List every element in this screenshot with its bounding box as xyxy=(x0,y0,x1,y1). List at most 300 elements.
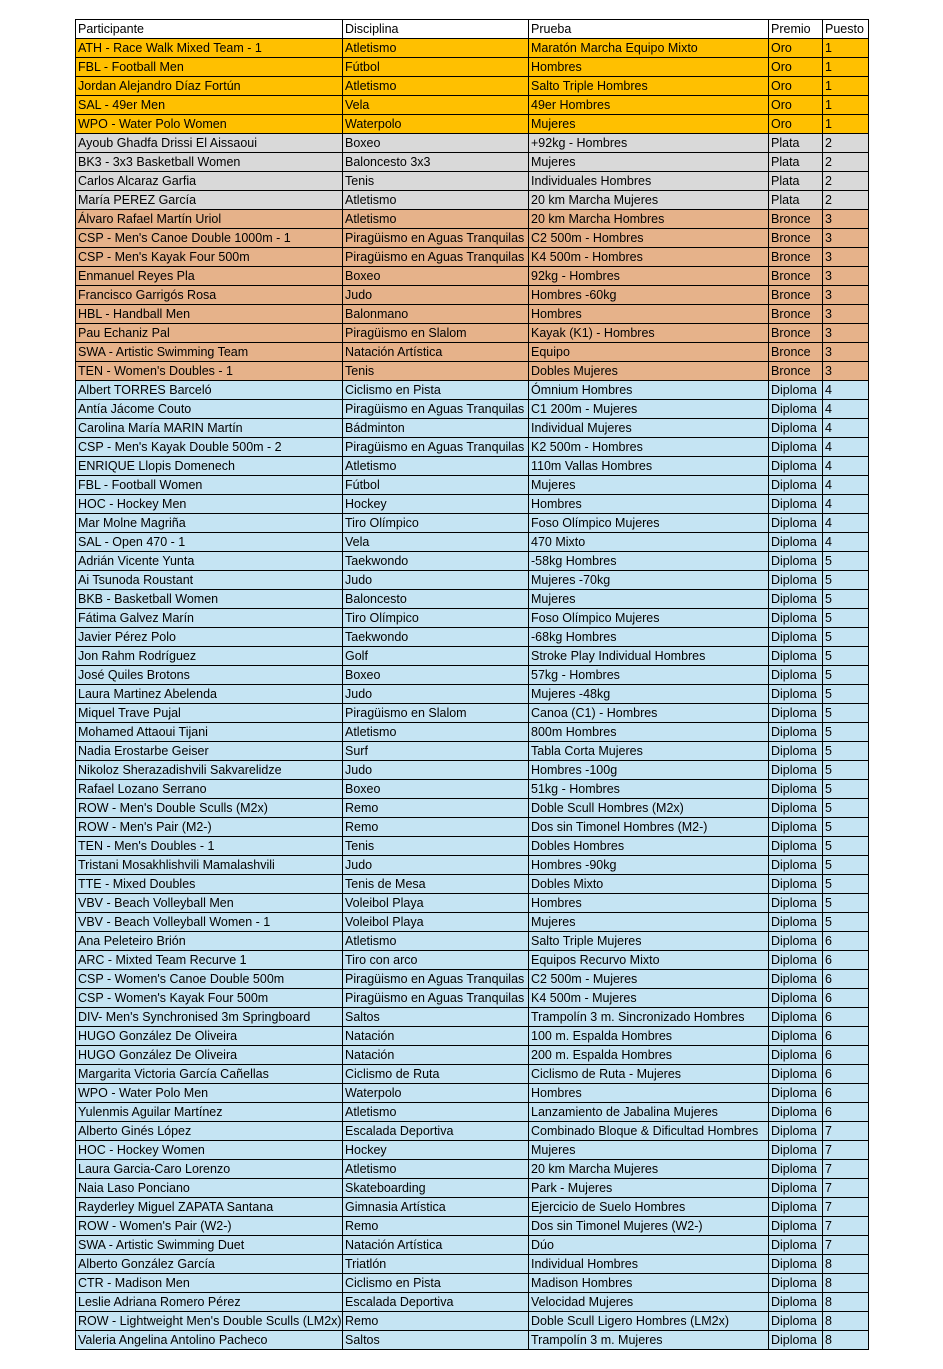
disciplina-cell[interactable]: Natación xyxy=(343,1027,529,1046)
prueba-cell[interactable]: 49er Hombres xyxy=(529,96,769,115)
puesto-cell[interactable]: 4 xyxy=(823,457,869,476)
participante-cell[interactable]: WPO - Water Polo Women xyxy=(76,115,343,134)
participante-cell[interactable]: HOC - Hockey Women xyxy=(76,1141,343,1160)
participante-cell[interactable]: CSP - Women's Kayak Four 500m xyxy=(76,989,343,1008)
puesto-cell[interactable]: 3 xyxy=(823,267,869,286)
participante-cell[interactable]: Adrián Vicente Yunta xyxy=(76,552,343,571)
prueba-cell[interactable]: K2 500m - Hombres xyxy=(529,438,769,457)
prueba-cell[interactable]: Hombres -60kg xyxy=(529,286,769,305)
puesto-cell[interactable]: 2 xyxy=(823,134,869,153)
prueba-cell[interactable]: Velocidad Mujeres xyxy=(529,1293,769,1312)
premio-cell[interactable]: Diploma xyxy=(769,1065,823,1084)
disciplina-cell[interactable]: Bádminton xyxy=(343,419,529,438)
puesto-cell[interactable]: 4 xyxy=(823,514,869,533)
prueba-cell[interactable]: Equipos Recurvo Mixto xyxy=(529,951,769,970)
puesto-cell[interactable]: 5 xyxy=(823,571,869,590)
participante-cell[interactable]: Alberto Ginés López xyxy=(76,1122,343,1141)
participante-cell[interactable]: Jon Rahm Rodríguez xyxy=(76,647,343,666)
prueba-cell[interactable]: Trampolín 3 m. Sincronizado Hombres xyxy=(529,1008,769,1027)
prueba-cell[interactable]: Equipo xyxy=(529,343,769,362)
premio-cell[interactable]: Bronce xyxy=(769,362,823,381)
puesto-cell[interactable]: 7 xyxy=(823,1141,869,1160)
premio-cell[interactable]: Diploma xyxy=(769,1008,823,1027)
puesto-cell[interactable]: 6 xyxy=(823,932,869,951)
prueba-cell[interactable]: Individuales Hombres xyxy=(529,172,769,191)
prueba-cell[interactable]: Mujeres xyxy=(529,1141,769,1160)
disciplina-cell[interactable]: Piragüismo en Slalom xyxy=(343,704,529,723)
disciplina-cell[interactable]: Natación Artística xyxy=(343,343,529,362)
prueba-cell[interactable]: Foso Olímpico Mujeres xyxy=(529,609,769,628)
disciplina-cell[interactable]: Atletismo xyxy=(343,191,529,210)
participante-cell[interactable]: CSP - Men's Canoe Double 1000m - 1 xyxy=(76,229,343,248)
premio-cell[interactable]: Diploma xyxy=(769,742,823,761)
participante-cell[interactable]: Yulenmis Aguilar Martínez xyxy=(76,1103,343,1122)
premio-cell[interactable]: Plata xyxy=(769,191,823,210)
puesto-cell[interactable]: 5 xyxy=(823,590,869,609)
disciplina-cell[interactable]: Judo xyxy=(343,571,529,590)
participante-cell[interactable]: Carlos Alcaraz Garfia xyxy=(76,172,343,191)
prueba-cell[interactable]: -58kg Hombres xyxy=(529,552,769,571)
premio-cell[interactable]: Diploma xyxy=(769,704,823,723)
participante-cell[interactable]: SWA - Artistic Swimming Team xyxy=(76,343,343,362)
disciplina-cell[interactable]: Piragüismo en Aguas Tranquilas xyxy=(343,229,529,248)
puesto-cell[interactable]: 1 xyxy=(823,96,869,115)
disciplina-cell[interactable]: Remo xyxy=(343,1312,529,1331)
disciplina-cell[interactable]: Voleibol Playa xyxy=(343,913,529,932)
prueba-cell[interactable]: Hombres xyxy=(529,58,769,77)
participante-cell[interactable]: BKB - Basketball Women xyxy=(76,590,343,609)
disciplina-cell[interactable]: Piragüismo en Aguas Tranquilas xyxy=(343,400,529,419)
prueba-cell[interactable]: Trampolín 3 m. Mujeres xyxy=(529,1331,769,1350)
disciplina-cell[interactable]: Atletismo xyxy=(343,1103,529,1122)
puesto-cell[interactable]: 1 xyxy=(823,58,869,77)
participante-cell[interactable]: Miquel Trave Pujal xyxy=(76,704,343,723)
premio-cell[interactable]: Diploma xyxy=(769,761,823,780)
premio-cell[interactable]: Diploma xyxy=(769,590,823,609)
puesto-cell[interactable]: 6 xyxy=(823,1027,869,1046)
participante-cell[interactable]: HUGO González De Oliveira xyxy=(76,1027,343,1046)
puesto-cell[interactable]: 5 xyxy=(823,647,869,666)
disciplina-cell[interactable]: Fútbol xyxy=(343,58,529,77)
puesto-cell[interactable]: 2 xyxy=(823,191,869,210)
participante-cell[interactable]: CSP - Men's Kayak Double 500m - 2 xyxy=(76,438,343,457)
participante-cell[interactable]: TTE - Mixed Doubles xyxy=(76,875,343,894)
participante-cell[interactable]: ROW - Women's Pair (W2-) xyxy=(76,1217,343,1236)
prueba-cell[interactable]: 20 km Marcha Hombres xyxy=(529,210,769,229)
premio-cell[interactable]: Diploma xyxy=(769,514,823,533)
puesto-cell[interactable]: 4 xyxy=(823,533,869,552)
prueba-cell[interactable]: Combinado Bloque & Dificultad Hombres xyxy=(529,1122,769,1141)
premio-cell[interactable]: Bronce xyxy=(769,305,823,324)
puesto-cell[interactable]: 5 xyxy=(823,875,869,894)
premio-cell[interactable]: Diploma xyxy=(769,932,823,951)
prueba-cell[interactable]: Ómnium Hombres xyxy=(529,381,769,400)
puesto-cell[interactable]: 5 xyxy=(823,628,869,647)
prueba-cell[interactable]: 470 Mixto xyxy=(529,533,769,552)
premio-cell[interactable]: Bronce xyxy=(769,286,823,305)
premio-cell[interactable]: Bronce xyxy=(769,210,823,229)
premio-cell[interactable]: Diploma xyxy=(769,1046,823,1065)
disciplina-cell[interactable]: Waterpolo xyxy=(343,1084,529,1103)
premio-cell[interactable]: Oro xyxy=(769,77,823,96)
disciplina-cell[interactable]: Piragüismo en Aguas Tranquilas xyxy=(343,248,529,267)
prueba-cell[interactable]: Doble Scull Hombres (M2x) xyxy=(529,799,769,818)
participante-cell[interactable]: Enmanuel Reyes Pla xyxy=(76,267,343,286)
participante-cell[interactable]: Mar Molne Magriña xyxy=(76,514,343,533)
puesto-cell[interactable]: 8 xyxy=(823,1312,869,1331)
premio-cell[interactable]: Diploma xyxy=(769,780,823,799)
premio-cell[interactable]: Diploma xyxy=(769,381,823,400)
prueba-cell[interactable]: -68kg Hombres xyxy=(529,628,769,647)
prueba-cell[interactable]: Mujeres xyxy=(529,153,769,172)
premio-cell[interactable]: Diploma xyxy=(769,894,823,913)
prueba-cell[interactable]: 20 km Marcha Mujeres xyxy=(529,191,769,210)
disciplina-cell[interactable]: Judo xyxy=(343,286,529,305)
disciplina-cell[interactable]: Golf xyxy=(343,647,529,666)
participante-cell[interactable]: Tristani Mosakhlishvili Mamalashvili xyxy=(76,856,343,875)
premio-cell[interactable]: Diploma xyxy=(769,1293,823,1312)
prueba-cell[interactable]: Hombres xyxy=(529,305,769,324)
prueba-cell[interactable]: Ejercicio de Suelo Hombres xyxy=(529,1198,769,1217)
premio-cell[interactable]: Diploma xyxy=(769,723,823,742)
disciplina-cell[interactable]: Natación Artística xyxy=(343,1236,529,1255)
disciplina-cell[interactable]: Atletismo xyxy=(343,77,529,96)
premio-cell[interactable]: Diploma xyxy=(769,837,823,856)
disciplina-cell[interactable]: Boxeo xyxy=(343,780,529,799)
premio-cell[interactable]: Plata xyxy=(769,172,823,191)
participante-cell[interactable]: ENRIQUE Llopis Domenech xyxy=(76,457,343,476)
prueba-cell[interactable]: Individual Mujeres xyxy=(529,419,769,438)
participante-cell[interactable]: Albert TORRES Barceló xyxy=(76,381,343,400)
prueba-cell[interactable]: Maratón Marcha Equipo Mixto xyxy=(529,39,769,58)
disciplina-cell[interactable]: Escalada Deportiva xyxy=(343,1122,529,1141)
premio-cell[interactable]: Diploma xyxy=(769,875,823,894)
disciplina-cell[interactable]: Taekwondo xyxy=(343,552,529,571)
puesto-cell[interactable]: 3 xyxy=(823,343,869,362)
premio-cell[interactable]: Diploma xyxy=(769,1179,823,1198)
premio-cell[interactable]: Diploma xyxy=(769,799,823,818)
participante-cell[interactable]: Francisco Garrigós Rosa xyxy=(76,286,343,305)
header-puesto[interactable]: Puesto xyxy=(823,20,869,39)
disciplina-cell[interactable]: Waterpolo xyxy=(343,115,529,134)
puesto-cell[interactable]: 3 xyxy=(823,305,869,324)
participante-cell[interactable]: Leslie Adriana Romero Pérez xyxy=(76,1293,343,1312)
premio-cell[interactable]: Bronce xyxy=(769,343,823,362)
participante-cell[interactable]: Javier Pérez Polo xyxy=(76,628,343,647)
disciplina-cell[interactable]: Tiro Olímpico xyxy=(343,514,529,533)
participante-cell[interactable]: Alberto González García xyxy=(76,1255,343,1274)
puesto-cell[interactable]: 7 xyxy=(823,1198,869,1217)
prueba-cell[interactable]: Stroke Play Individual Hombres xyxy=(529,647,769,666)
prueba-cell[interactable]: 100 m. Espalda Hombres xyxy=(529,1027,769,1046)
disciplina-cell[interactable]: Ciclismo de Ruta xyxy=(343,1065,529,1084)
participante-cell[interactable]: Ana Peleteiro Brión xyxy=(76,932,343,951)
disciplina-cell[interactable]: Ciclismo en Pista xyxy=(343,1274,529,1293)
puesto-cell[interactable]: 5 xyxy=(823,723,869,742)
premio-cell[interactable]: Diploma xyxy=(769,1255,823,1274)
disciplina-cell[interactable]: Piragüismo en Aguas Tranquilas xyxy=(343,438,529,457)
participante-cell[interactable]: SWA - Artistic Swimming Duet xyxy=(76,1236,343,1255)
premio-cell[interactable]: Diploma xyxy=(769,533,823,552)
prueba-cell[interactable]: Mujeres xyxy=(529,115,769,134)
puesto-cell[interactable]: 3 xyxy=(823,324,869,343)
disciplina-cell[interactable]: Remo xyxy=(343,1217,529,1236)
participante-cell[interactable]: Carolina María MARIN Martín xyxy=(76,419,343,438)
participante-cell[interactable]: ROW - Men's Pair (M2-) xyxy=(76,818,343,837)
participante-cell[interactable]: ARC - Mixted Team Recurve 1 xyxy=(76,951,343,970)
disciplina-cell[interactable]: Remo xyxy=(343,818,529,837)
premio-cell[interactable]: Diploma xyxy=(769,571,823,590)
disciplina-cell[interactable]: Atletismo xyxy=(343,1160,529,1179)
puesto-cell[interactable]: 2 xyxy=(823,172,869,191)
disciplina-cell[interactable]: Tenis xyxy=(343,172,529,191)
participante-cell[interactable]: Laura Garcia-Caro Lorenzo xyxy=(76,1160,343,1179)
participante-cell[interactable]: Mohamed Attaoui Tijani xyxy=(76,723,343,742)
prueba-cell[interactable]: Tabla Corta Mujeres xyxy=(529,742,769,761)
puesto-cell[interactable]: 6 xyxy=(823,1065,869,1084)
puesto-cell[interactable]: 6 xyxy=(823,1046,869,1065)
participante-cell[interactable]: María PEREZ García xyxy=(76,191,343,210)
disciplina-cell[interactable]: Voleibol Playa xyxy=(343,894,529,913)
participante-cell[interactable]: DIV- Men's Synchronised 3m Springboard xyxy=(76,1008,343,1027)
participante-cell[interactable]: HBL - Handball Men xyxy=(76,305,343,324)
prueba-cell[interactable]: Dobles Mujeres xyxy=(529,362,769,381)
prueba-cell[interactable]: Canoa (C1) - Hombres xyxy=(529,704,769,723)
header-participante[interactable]: Participante xyxy=(76,20,343,39)
prueba-cell[interactable]: Dúo xyxy=(529,1236,769,1255)
premio-cell[interactable]: Diploma xyxy=(769,856,823,875)
premio-cell[interactable]: Oro xyxy=(769,39,823,58)
disciplina-cell[interactable]: Taekwondo xyxy=(343,628,529,647)
participante-cell[interactable]: CTR - Madison Men xyxy=(76,1274,343,1293)
puesto-cell[interactable]: 5 xyxy=(823,913,869,932)
prueba-cell[interactable]: 110m Vallas Hombres xyxy=(529,457,769,476)
puesto-cell[interactable]: 1 xyxy=(823,39,869,58)
premio-cell[interactable]: Bronce xyxy=(769,324,823,343)
puesto-cell[interactable]: 6 xyxy=(823,951,869,970)
prueba-cell[interactable]: Salto Triple Mujeres xyxy=(529,932,769,951)
participante-cell[interactable]: VBV - Beach Volleyball Men xyxy=(76,894,343,913)
participante-cell[interactable]: ROW - Men's Double Sculls (M2x) xyxy=(76,799,343,818)
puesto-cell[interactable]: 6 xyxy=(823,970,869,989)
participante-cell[interactable]: Antía Jácome Couto xyxy=(76,400,343,419)
premio-cell[interactable]: Diploma xyxy=(769,685,823,704)
disciplina-cell[interactable]: Atletismo xyxy=(343,39,529,58)
premio-cell[interactable]: Diploma xyxy=(769,1236,823,1255)
participante-cell[interactable]: ATH - Race Walk Mixed Team - 1 xyxy=(76,39,343,58)
premio-cell[interactable]: Diploma xyxy=(769,400,823,419)
disciplina-cell[interactable]: Balonmano xyxy=(343,305,529,324)
puesto-cell[interactable]: 3 xyxy=(823,286,869,305)
premio-cell[interactable]: Diploma xyxy=(769,951,823,970)
premio-cell[interactable]: Diploma xyxy=(769,1084,823,1103)
header-disciplina[interactable]: Disciplina xyxy=(343,20,529,39)
premio-cell[interactable]: Diploma xyxy=(769,1122,823,1141)
prueba-cell[interactable]: Mujeres xyxy=(529,476,769,495)
puesto-cell[interactable]: 4 xyxy=(823,419,869,438)
disciplina-cell[interactable]: Escalada Deportiva xyxy=(343,1293,529,1312)
disciplina-cell[interactable]: Atletismo xyxy=(343,210,529,229)
participante-cell[interactable]: Pau Echaniz Pal xyxy=(76,324,343,343)
disciplina-cell[interactable]: Tenis de Mesa xyxy=(343,875,529,894)
premio-cell[interactable]: Oro xyxy=(769,96,823,115)
participante-cell[interactable]: Jordan Alejandro Díaz Fortún xyxy=(76,77,343,96)
disciplina-cell[interactable]: Boxeo xyxy=(343,267,529,286)
prueba-cell[interactable]: Mujeres xyxy=(529,913,769,932)
prueba-cell[interactable]: Hombres -90kg xyxy=(529,856,769,875)
prueba-cell[interactable]: 51kg - Hombres xyxy=(529,780,769,799)
prueba-cell[interactable]: Dos sin Timonel Mujeres (W2-) xyxy=(529,1217,769,1236)
participante-cell[interactable]: Naia Laso Ponciano xyxy=(76,1179,343,1198)
premio-cell[interactable]: Oro xyxy=(769,115,823,134)
prueba-cell[interactable]: K4 500m - Hombres xyxy=(529,248,769,267)
participante-cell[interactable]: Ayoub Ghadfa Drissi El Aissaoui xyxy=(76,134,343,153)
prueba-cell[interactable]: Hombres xyxy=(529,495,769,514)
participante-cell[interactable]: CSP - Men's Kayak Four 500m xyxy=(76,248,343,267)
puesto-cell[interactable]: 5 xyxy=(823,609,869,628)
disciplina-cell[interactable]: Piragüismo en Aguas Tranquilas xyxy=(343,970,529,989)
participante-cell[interactable]: CSP - Women's Canoe Double 500m xyxy=(76,970,343,989)
participante-cell[interactable]: Valeria Angelina Antolino Pacheco xyxy=(76,1331,343,1350)
participante-cell[interactable]: Rayderley Miguel ZAPATA Santana xyxy=(76,1198,343,1217)
puesto-cell[interactable]: 3 xyxy=(823,248,869,267)
disciplina-cell[interactable]: Skateboarding xyxy=(343,1179,529,1198)
prueba-cell[interactable]: Mujeres -70kg xyxy=(529,571,769,590)
participante-cell[interactable]: FBL - Football Men xyxy=(76,58,343,77)
disciplina-cell[interactable]: Piragüismo en Slalom xyxy=(343,324,529,343)
puesto-cell[interactable]: 4 xyxy=(823,476,869,495)
premio-cell[interactable]: Plata xyxy=(769,153,823,172)
participante-cell[interactable]: VBV - Beach Volleyball Women - 1 xyxy=(76,913,343,932)
puesto-cell[interactable]: 3 xyxy=(823,210,869,229)
prueba-cell[interactable]: C2 500m - Hombres xyxy=(529,229,769,248)
puesto-cell[interactable]: 5 xyxy=(823,761,869,780)
puesto-cell[interactable]: 2 xyxy=(823,153,869,172)
disciplina-cell[interactable]: Gimnasia Artística xyxy=(343,1198,529,1217)
prueba-cell[interactable]: Salto Triple Hombres xyxy=(529,77,769,96)
premio-cell[interactable]: Diploma xyxy=(769,647,823,666)
puesto-cell[interactable]: 8 xyxy=(823,1293,869,1312)
participante-cell[interactable]: Ai Tsunoda Roustant xyxy=(76,571,343,590)
puesto-cell[interactable]: 5 xyxy=(823,552,869,571)
disciplina-cell[interactable]: Baloncesto xyxy=(343,590,529,609)
premio-cell[interactable]: Diploma xyxy=(769,1331,823,1350)
participante-cell[interactable]: ROW - Lightweight Men's Double Sculls (LM2x) xyxy=(76,1312,343,1331)
puesto-cell[interactable]: 8 xyxy=(823,1255,869,1274)
participante-cell[interactable]: FBL - Football Women xyxy=(76,476,343,495)
puesto-cell[interactable]: 6 xyxy=(823,1008,869,1027)
disciplina-cell[interactable]: Tenis xyxy=(343,362,529,381)
puesto-cell[interactable]: 1 xyxy=(823,77,869,96)
participante-cell[interactable]: Laura Martinez Abelenda xyxy=(76,685,343,704)
disciplina-cell[interactable]: Boxeo xyxy=(343,666,529,685)
disciplina-cell[interactable]: Remo xyxy=(343,799,529,818)
disciplina-cell[interactable]: Saltos xyxy=(343,1331,529,1350)
disciplina-cell[interactable]: Triatlón xyxy=(343,1255,529,1274)
puesto-cell[interactable]: 6 xyxy=(823,1084,869,1103)
puesto-cell[interactable]: 4 xyxy=(823,438,869,457)
participante-cell[interactable]: Rafael Lozano Serrano xyxy=(76,780,343,799)
premio-cell[interactable]: Bronce xyxy=(769,229,823,248)
puesto-cell[interactable]: 4 xyxy=(823,400,869,419)
prueba-cell[interactable]: 200 m. Espalda Hombres xyxy=(529,1046,769,1065)
disciplina-cell[interactable]: Baloncesto 3x3 xyxy=(343,153,529,172)
premio-cell[interactable]: Diploma xyxy=(769,1160,823,1179)
prueba-cell[interactable]: Park - Mujeres xyxy=(529,1179,769,1198)
puesto-cell[interactable]: 3 xyxy=(823,229,869,248)
premio-cell[interactable]: Diploma xyxy=(769,970,823,989)
disciplina-cell[interactable]: Tiro con arco xyxy=(343,951,529,970)
participante-cell[interactable]: SAL - Open 470 - 1 xyxy=(76,533,343,552)
premio-cell[interactable]: Diploma xyxy=(769,1027,823,1046)
puesto-cell[interactable]: 5 xyxy=(823,742,869,761)
prueba-cell[interactable]: K4 500m - Mujeres xyxy=(529,989,769,1008)
prueba-cell[interactable]: 20 km Marcha Mujeres xyxy=(529,1160,769,1179)
premio-cell[interactable]: Diploma xyxy=(769,1274,823,1293)
puesto-cell[interactable]: 8 xyxy=(823,1331,869,1350)
disciplina-cell[interactable]: Ciclismo en Pista xyxy=(343,381,529,400)
participante-cell[interactable]: Nadia Erostarbe Geiser xyxy=(76,742,343,761)
puesto-cell[interactable]: 7 xyxy=(823,1160,869,1179)
prueba-cell[interactable]: Kayak (K1) - Hombres xyxy=(529,324,769,343)
disciplina-cell[interactable]: Judo xyxy=(343,856,529,875)
premio-cell[interactable]: Diploma xyxy=(769,818,823,837)
participante-cell[interactable]: TEN - Men's Doubles - 1 xyxy=(76,837,343,856)
participante-cell[interactable]: HUGO González De Oliveira xyxy=(76,1046,343,1065)
participante-cell[interactable]: Nikoloz Sherazadishvili Sakvarelidze xyxy=(76,761,343,780)
participante-cell[interactable]: BK3 - 3x3 Basketball Women xyxy=(76,153,343,172)
premio-cell[interactable]: Diploma xyxy=(769,438,823,457)
puesto-cell[interactable]: 6 xyxy=(823,989,869,1008)
disciplina-cell[interactable]: Vela xyxy=(343,96,529,115)
disciplina-cell[interactable]: Natación xyxy=(343,1046,529,1065)
disciplina-cell[interactable]: Vela xyxy=(343,533,529,552)
prueba-cell[interactable]: C2 500m - Mujeres xyxy=(529,970,769,989)
premio-cell[interactable]: Diploma xyxy=(769,666,823,685)
prueba-cell[interactable]: C1 200m - Mujeres xyxy=(529,400,769,419)
prueba-cell[interactable]: Dobles Mixto xyxy=(529,875,769,894)
premio-cell[interactable]: Diploma xyxy=(769,913,823,932)
disciplina-cell[interactable]: Atletismo xyxy=(343,932,529,951)
premio-cell[interactable]: Diploma xyxy=(769,1141,823,1160)
premio-cell[interactable]: Diploma xyxy=(769,457,823,476)
puesto-cell[interactable]: 7 xyxy=(823,1179,869,1198)
puesto-cell[interactable]: 5 xyxy=(823,837,869,856)
disciplina-cell[interactable]: Piragüismo en Aguas Tranquilas xyxy=(343,989,529,1008)
disciplina-cell[interactable]: Judo xyxy=(343,761,529,780)
premio-cell[interactable]: Oro xyxy=(769,58,823,77)
puesto-cell[interactable]: 5 xyxy=(823,856,869,875)
premio-cell[interactable]: Diploma xyxy=(769,1103,823,1122)
participante-cell[interactable]: TEN - Women's Doubles - 1 xyxy=(76,362,343,381)
disciplina-cell[interactable]: Hockey xyxy=(343,495,529,514)
puesto-cell[interactable]: 3 xyxy=(823,362,869,381)
participante-cell[interactable]: Margarita Victoria García Cañellas xyxy=(76,1065,343,1084)
premio-cell[interactable]: Diploma xyxy=(769,552,823,571)
puesto-cell[interactable]: 7 xyxy=(823,1122,869,1141)
prueba-cell[interactable]: Lanzamiento de Jabalina Mujeres xyxy=(529,1103,769,1122)
header-prueba[interactable]: Prueba xyxy=(529,20,769,39)
disciplina-cell[interactable]: Hockey xyxy=(343,1141,529,1160)
disciplina-cell[interactable]: Boxeo xyxy=(343,134,529,153)
participante-cell[interactable]: SAL - 49er Men xyxy=(76,96,343,115)
puesto-cell[interactable]: 6 xyxy=(823,1103,869,1122)
premio-cell[interactable]: Diploma xyxy=(769,609,823,628)
puesto-cell[interactable]: 5 xyxy=(823,685,869,704)
puesto-cell[interactable]: 5 xyxy=(823,894,869,913)
puesto-cell[interactable]: 7 xyxy=(823,1217,869,1236)
prueba-cell[interactable]: Dos sin Timonel Hombres (M2-) xyxy=(529,818,769,837)
